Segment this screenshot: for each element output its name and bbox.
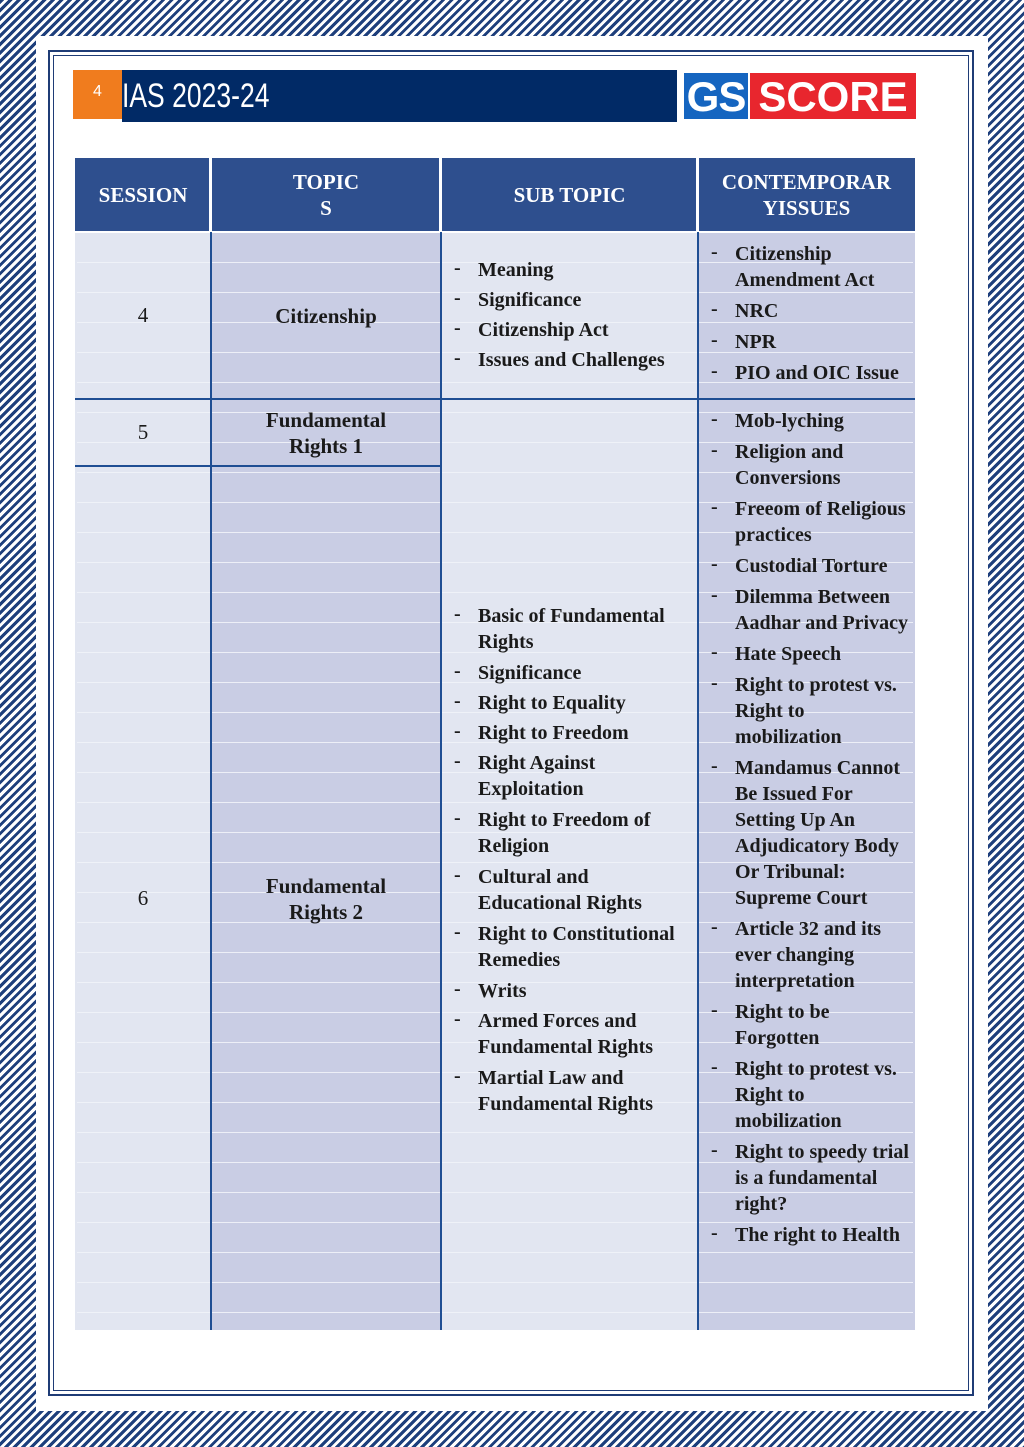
header-session-label: SESSION	[98, 183, 188, 207]
list-item: - Custodial Torture	[711, 553, 909, 579]
header-divider	[439, 158, 442, 232]
header-divider	[696, 158, 699, 232]
list-item: - Freeom of Religious practices	[711, 496, 909, 548]
session-cell-4	[75, 232, 211, 398]
issues-list-fundamental-rights	[711, 408, 909, 1248]
header-issues-line2: YISSUES	[762, 196, 851, 220]
list-item: - NRC	[711, 298, 906, 324]
header-topic	[211, 158, 441, 232]
list-item: - Martial Law and Fundamental Rights	[454, 1065, 686, 1117]
topic-label: Citizenship	[275, 304, 377, 328]
session-number: 6	[137, 886, 149, 910]
list-item: - Right to Freedom of Religion	[454, 807, 686, 859]
header-topic-line1: TOPIC	[292, 170, 360, 194]
list-item: - Significance	[454, 660, 686, 686]
list-item: - Armed Forces and Fundamental Rights	[454, 1008, 686, 1060]
topic-label-line2: Rights 1	[288, 434, 364, 458]
list-item: - Meaning	[454, 257, 694, 283]
list-item: - Writs	[454, 978, 686, 1004]
list-item: - Citizenship Act	[454, 317, 694, 343]
session-number: 4	[137, 303, 149, 327]
list-item: - Dilemma Between Aadhar and Privacy	[711, 584, 909, 636]
list-item: - PIO and OIC Issue	[711, 360, 906, 386]
topic-label-line2: Rights 2	[288, 900, 364, 924]
header-topic-label	[211, 169, 441, 221]
session-cell-6	[75, 466, 211, 1330]
list-item: - Religion and Conversions	[711, 439, 909, 491]
issues-list-citizenship	[711, 241, 906, 386]
list-item: - Right to speedy trial is a fundamental right?	[711, 1139, 909, 1217]
subtopic-list-citizenship	[454, 257, 694, 373]
header-issues-line1: CONTEMPORAR	[721, 170, 892, 194]
gs-score-logo	[682, 70, 918, 122]
header-subtopic-label: SUB TOPIC	[513, 183, 626, 207]
subtopic-list-fundamental-rights	[454, 603, 686, 1117]
topic-cell-citizenship	[211, 232, 441, 398]
list-item: - NPR	[711, 329, 906, 355]
column-divider	[697, 232, 699, 1330]
header-issues-label	[698, 169, 915, 221]
topic-label-line1: Fundamental	[265, 874, 387, 898]
list-item: - Right to protest vs. Right to mobilization	[711, 672, 909, 750]
header-topic-line2: S	[320, 196, 332, 220]
list-item: - Issues and Challenges	[454, 347, 694, 373]
list-item: - Right Against Exploitation	[454, 750, 686, 802]
header-session	[75, 158, 211, 232]
session-number: 5	[137, 420, 149, 444]
list-item: - Right to Constitutional Remedies	[454, 921, 686, 973]
header-divider	[209, 158, 212, 232]
header-title: IAS 2023-24	[122, 77, 270, 115]
logo-gs: GS	[684, 73, 748, 119]
list-item: - Citizenship Amendment Act	[711, 241, 906, 293]
list-item: - Right to Equality	[454, 690, 686, 716]
list-item: - The right to Health	[711, 1222, 909, 1248]
list-item: - Hate Speech	[711, 641, 909, 667]
header-issues	[698, 158, 915, 232]
list-item: - Mandamus Cannot Be Issued For Setting Up An Adjudicatory Body Or Tribunal: Supreme Court	[711, 755, 909, 911]
list-item: - Cultural and Educational Rights	[454, 864, 686, 916]
topic-cell-fundamental-rights-1	[211, 399, 441, 465]
list-item: - Significance	[454, 287, 694, 313]
logo-score: SCORE	[750, 73, 916, 119]
list-item: - Right to be Forgotten	[711, 999, 909, 1051]
list-item: - Basic of Fundamental Rights	[454, 603, 686, 655]
list-item: - Right to Freedom	[454, 720, 686, 746]
header-subtopic	[441, 158, 698, 232]
list-item: - Article 32 and its ever changing interpretation	[711, 916, 909, 994]
session-cell-5	[75, 399, 211, 465]
list-item: - Mob-lyching	[711, 408, 909, 434]
topic-label-line1: Fundamental	[265, 408, 387, 432]
page-number: 4	[73, 70, 122, 119]
topic-cell-fundamental-rights-2	[211, 466, 441, 1330]
list-item: - Right to protest vs. Right to mobilization	[711, 1056, 909, 1134]
